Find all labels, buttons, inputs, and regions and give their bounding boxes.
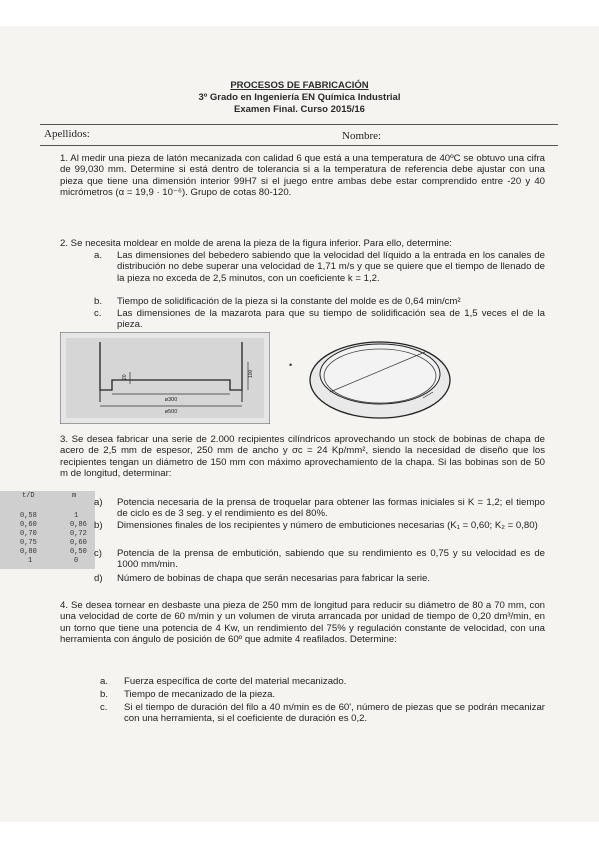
exam-line: Examen Final. Curso 2015/16 <box>234 104 365 115</box>
cross-section-drawing <box>60 332 270 424</box>
table-cell: 0,86 <box>70 521 87 529</box>
q4-item-c: Si el tiempo de duración del filo a 40 m/min es de 60', número de piezas que se podrán mecanizar con una herramienta, si el coeficiente de duración es 0,2. <box>124 702 545 725</box>
table-cell: 0 <box>74 557 79 565</box>
q4-item-a-marker: a. <box>100 676 109 687</box>
table-cell: 0,50 <box>70 548 87 556</box>
q3-item-a: Potencia necesaria de la prensa de troquelar para obtener las formas iniciales si K = 1,2; el tiempo de ciclo es de 3 seg. y el rendimiento es del 80%. <box>117 497 545 520</box>
q4-item-a: Fuerza específica de corte del material mecanizado. <box>124 676 347 687</box>
table-cell: 0,72 <box>70 530 87 538</box>
q4-item-b: Tiempo de mecanizado de la pieza. <box>124 689 276 700</box>
q3-item-c: Potencia de la prensa de embutición, sabiendo que su rendimiento es 0,75 y su velocidad es de 1000 mm/min. <box>117 548 545 571</box>
dim-outer-diameter: ø500 <box>164 409 178 415</box>
q4-item-c-marker: c. <box>100 702 108 713</box>
q2-item-b: Tiempo de solidificación de la pieza si la constante del molde es de 0,64 min/cm² <box>117 296 461 307</box>
q2-item-b-marker: b. <box>94 296 103 307</box>
q3-item-c-marker: c) <box>94 548 102 559</box>
question-3-intro: 3. Se desea fabricar una serie de 2.000 recipientes cilíndricos aprovechando un stock de bobinas de chapa de acero de 2,5 mm de espesor, 250 mm de ancho y σc = 24 Kp/mm², siendo la necesidad de diseño que los recipientes tengan un diámetro de 150 mm con máximo aprovechamiento de la chapa. Si las bobinas son de 50 m de longitud, determinar: <box>60 434 545 480</box>
question-1: 1. Al medir una pieza de latón mecanizada con calidad 6 que está a una temperatura de 40ºC se obtuvo una cifra de 99,030 mm. Determine si está dentro de tolerancia si a la temperatura de referencia debe ajustar con una pieza que tiene una dimensión interior 99H7 si el juego entre ambas debe estar comprendido entre -20 y 40 micrómetros (α = 19,9 · 10⁻⁶). Grupo de cotas 80-120. <box>60 153 545 199</box>
q3-item-d: Número de bobinas de chapa que serán necesarias para fabricar la serie. <box>117 573 431 584</box>
q2-item-c-marker: c. <box>94 308 102 319</box>
q3-item-b-marker: b) <box>94 520 103 531</box>
question-4-intro: 4. Se desea tornear en desbaste una pieza de 250 mm de longitud para reducir su diámetro de 80 a 70 mm, con una velocidad de corte de 60 m/min y un volumen de viruta arrancada por unidad de tiempo de 0,20 dm³/min, en un torno que tiene una potencia de 4 Kw, un rendimiento del 75% y regulación constante de velocidad, con una herramienta con ángulo de posición de 60º que admite 4 reafilados. Determine: <box>60 600 545 646</box>
q2-item-a-marker: a. <box>94 250 103 261</box>
table-cell: 0,60 <box>70 539 87 547</box>
exam-title: PROCESOS DE FABRICACIÓN <box>230 80 369 91</box>
table-cell: 0,58 <box>20 512 37 520</box>
table-cell: 0,60 <box>20 521 37 529</box>
q3-item-b: Dimensiones finales de los recipientes y número de embuticiones necesarias (K₁ = 0,60; K₂ = 0,80) <box>117 520 538 531</box>
q2-item-c: Las dimensiones de la mazarota para que su tiempo de solidificación sea de 1,5 veces el de la pieza. <box>117 308 545 331</box>
degree-line: 3º Grado en Ingeniería EN Química Industrial <box>198 92 401 103</box>
dim-thickness: 20 <box>122 374 128 380</box>
table-cell: 0,75 <box>20 539 37 547</box>
ring-perspective-drawing <box>305 332 455 424</box>
dim-inner-diameter: ø300 <box>164 397 178 403</box>
table-header-td: t/D <box>22 492 35 500</box>
table-cell: 1 <box>28 557 33 565</box>
q2-item-a: Las dimensiones del bebedero sabiendo que la velocidad del líquido a la entrada en los canales de distribución no debe superar una velocidad de 1,71 m/s y que se quiere que el tiempo de llenado de la pieza no exceda de 2,5 minutos, con un coeficiente k = 1,2. <box>117 250 545 284</box>
table-cell: 1 <box>74 512 79 520</box>
table-cell: 0,80 <box>20 548 37 556</box>
surname-label: Apellidos: <box>44 128 90 140</box>
q3-item-a-marker: a) <box>94 497 103 508</box>
name-label: Nombre: <box>342 130 382 142</box>
table-cell: 0,70 <box>20 530 37 538</box>
student-name-box <box>40 124 558 146</box>
bullet-dot: • <box>289 360 293 370</box>
question-2-intro: 2. Se necesita moldear en molde de arena la pieza de la figura inferior. Para ello, determine: <box>60 238 452 249</box>
table-header-m: m <box>72 492 77 500</box>
q3-item-d-marker: d) <box>94 573 103 584</box>
dim-height: 100 <box>248 369 254 378</box>
q4-item-b-marker: b. <box>100 689 109 700</box>
